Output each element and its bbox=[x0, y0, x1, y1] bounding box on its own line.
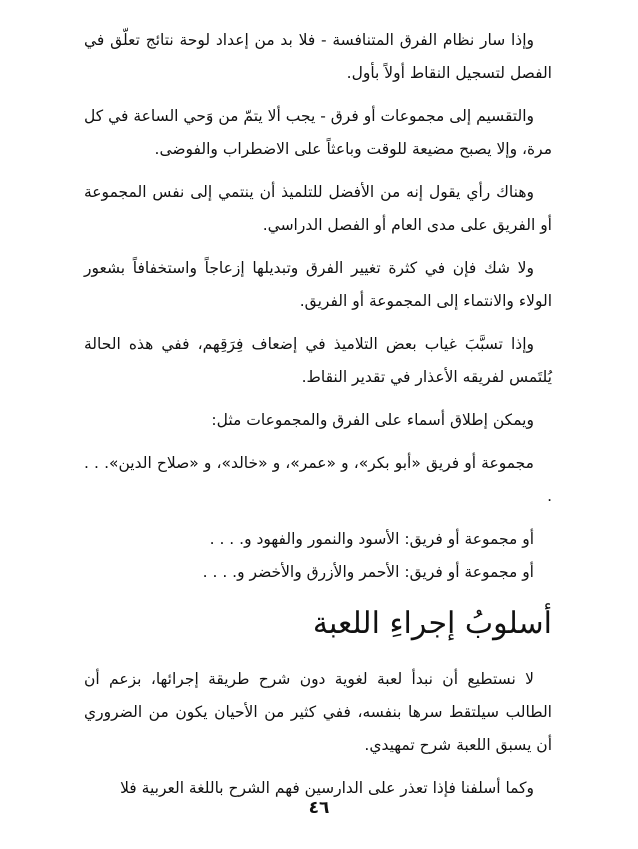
list-item: أو مجموعة أو فريق: الأسود والنمور والفهود و. . . . bbox=[209, 530, 534, 548]
paragraph-example-names: مجموعة أو فريق «أبو بكر»، و «عمر»، و «خالد»، و «صلاح الدين». . . . bbox=[84, 454, 552, 505]
paragraph-naming: ويمكن إطلاق أسماء على الفرق والمجموعات مثل: bbox=[211, 411, 534, 429]
examples-list bbox=[84, 523, 552, 589]
section-heading: أسلوبُ إجراءِ اللعبة bbox=[312, 606, 552, 641]
paragraph-grouping: والتقسيم إلى مجموعات أو فرق - يجب ألا يتمّ من وَحي الساعة في كل مرة، وإلا يصبح مضيعة للوقت وباعثاً على الاضطراب والفوضى. bbox=[84, 107, 552, 158]
paragraph-absence: وإذا تسبَّبَ غياب بعض التلاميذ في إضعاف فِرَقِهم، ففي هذه الحالة يُلتَمس لفريقه الأعذار في تقدير النقاط. bbox=[84, 335, 552, 386]
page-number: ٤٦ bbox=[308, 798, 330, 818]
list-item: أو مجموعة أو فريق: الأحمر والأزرق والأخضر و. . . . bbox=[202, 563, 534, 581]
paragraph-scoreboard: وإذا سار نظام الفرق المتنافسة - فلا بد من إعداد لوحة نتائج تعلّق في الفصل لتسجيل النقاط أولاً بأول. bbox=[84, 31, 552, 82]
paragraph-opinion: وهناك رأي يقول إنه من الأفضل للتلميذ أن ينتمي إلى نفس المجموعة أو الفريق على مدى العام أو الفصل الدراسي. bbox=[84, 183, 552, 234]
paragraph-language: وكما أسلفنا فإذا تعذر على الدارسين فهم الشرح باللغة العربية فلا bbox=[120, 779, 534, 797]
page-body bbox=[84, 24, 552, 815]
paragraph-loyalty: ولا شك فإن في كثرة تغيير الفرق وتبديلها إزعاجاً واستخفافاً بشعور الولاء والانتماء إلى المجموعة أو الفريق. bbox=[84, 259, 552, 310]
paragraph-explanation: لا نستطيع أن نبدأ لعبة لغوية دون شرح طريقة إجرائها، بزعم أن الطالب سيلتقط سرها بنفسه، ففي كثير من الأحيان يكون من الضروري أن يسبق اللعبة شرح تمهيدي. bbox=[84, 670, 552, 754]
